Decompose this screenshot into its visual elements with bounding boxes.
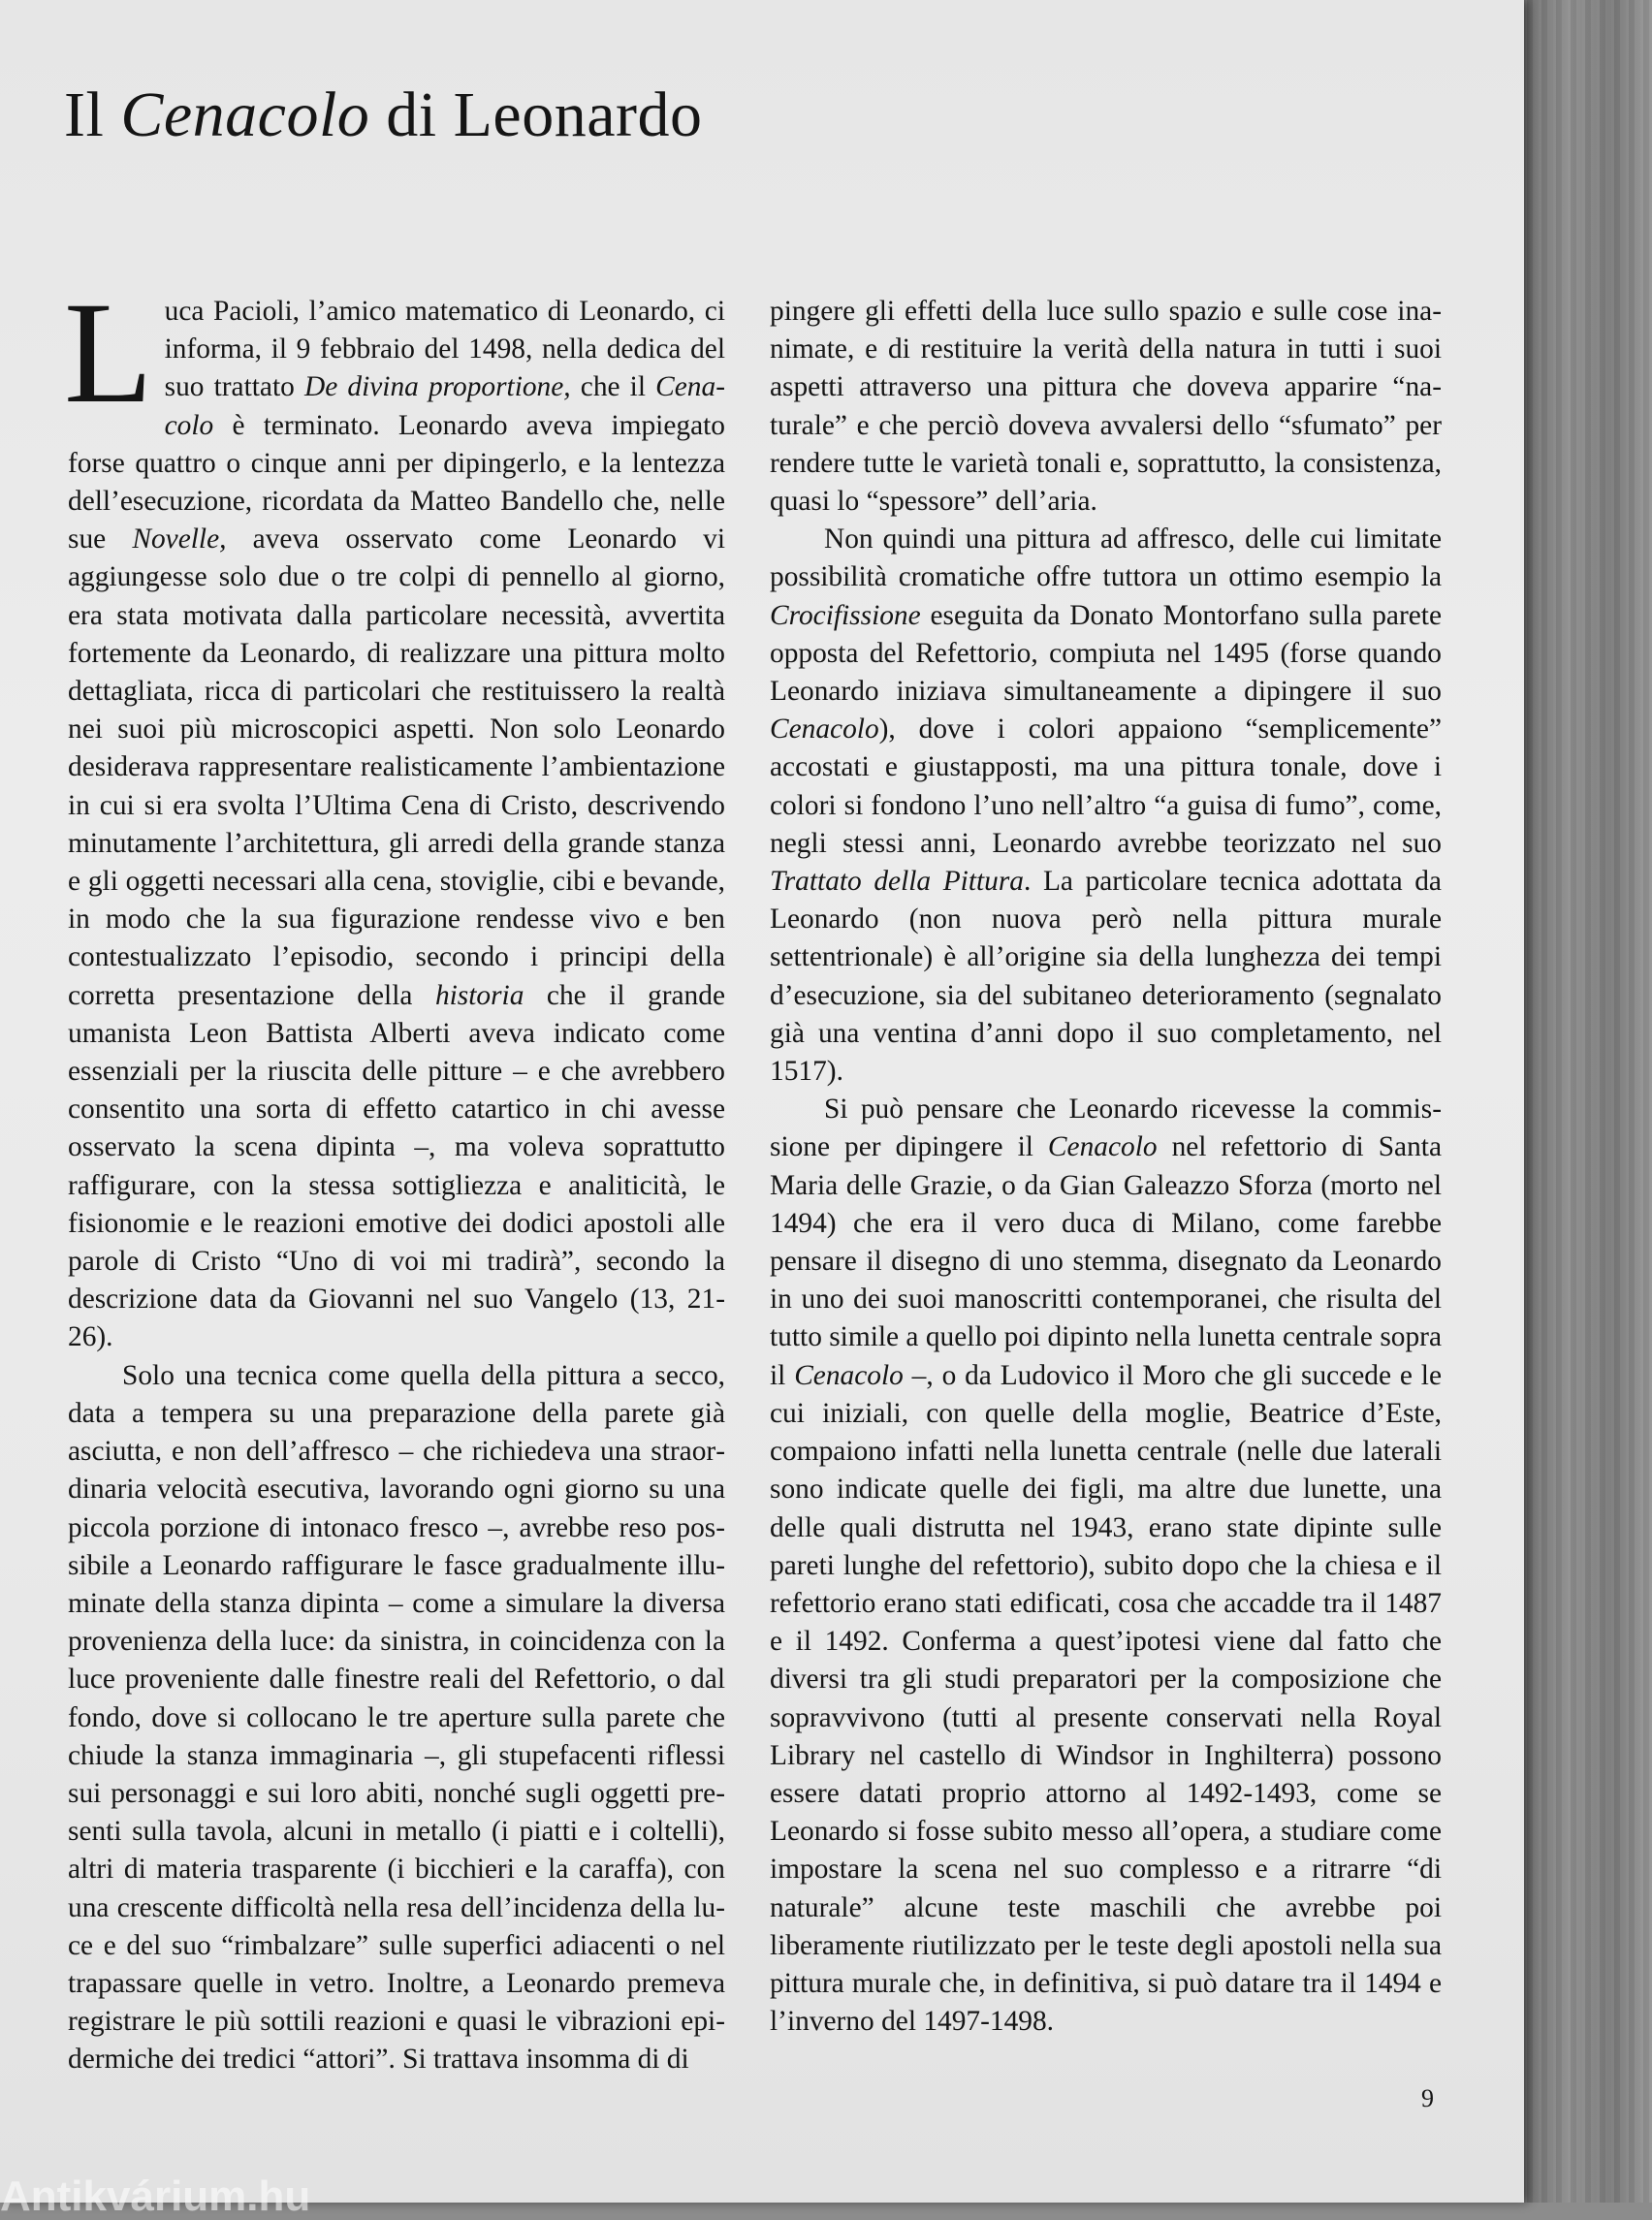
text-run: eseguita da Donato Montorfano sulla parete opposta del Refettorio, compiuta nel 1495 (forse quando Leonardo iniziava simultaneamente a dipingere il suo — [770, 599, 1442, 708]
italic-title: Crocifissione — [770, 599, 921, 631]
drop-cap: L — [64, 272, 153, 433]
watermark: Antikvárium.hu — [0, 2172, 311, 2220]
italic-title: Cenacolo — [770, 714, 879, 745]
paragraph-1 — [64, 272, 725, 1357]
italic-title: Cenacolo — [794, 1359, 904, 1391]
paragraph-3: pingere gli effetti della luce sullo spazio e sulle cose inanimate, e di restituire la verità della natura in tutti i suoi aspetti attraverso una pittura che doveva apparire “naturale” e che perciò doveva avvalersi dello “sfumato” per rendere tutte le varietà tonali e, soprattutto, la consistenza, quasi lo “spessore” dell’aria. — [770, 296, 1442, 518]
text-run: uca Pacioli, l’amico matematico di Leonardo, ci informa, il 9 febbraio del 1498, nella dedica del suo trattato — [164, 296, 725, 403]
left-column — [64, 272, 725, 2079]
italic-title: historia — [434, 979, 524, 1011]
title-prefix: Il — [64, 79, 121, 150]
title-italic: Cenacolo — [120, 79, 370, 150]
right-column — [770, 293, 1442, 2041]
page-number: 9 — [1421, 2084, 1434, 2112]
text-run: aveva osservato come Leonardo vi aggiungesse solo due o tre colpi di pennello al giorno, era stata motivata dalla particolare necessità, avvertita fortemente da Leonardo, di realizzare una pittura molto dettagliata, ricca di particolari che restituissero la realtà nei suoi più microscopici aspetti. Non solo Leonardo desiderava rappresentare realisticamente l’ambientazione in cui si era svolta l’Ultima Cena di Cristo, descrivendo minutamente l’architettura, gli arredi della grande stanza e gli oggetti necessari alla cena, stoviglie, cibi e bevande, in modo che la sua figurazione rendesse vivo e ben contestualizzato l’episodio, secondo i principi della corretta presentazione della — [68, 523, 725, 1011]
text-run: –, o da Ludovico il Moro che gli succede e le cui iniziali, con quelle della moglie, Beatrice d’Este, compaiono infatti nella lunetta centrale (nelle due laterali sono indicate quelle dei figli, ma altre due lunette, una delle quali distrutta nel 1943, erano state dipinte sulle pareti lunghe del refettorio), subito dopo che la chiesa e il refettorio erano stati edificati, cosa che accadde tra il 1487 e il 1492. Conferma a quest’ipotesi viene dal fatto che diversi tra gli studi preparatori per la composizione che sopravvivono (tutti al presente conservati nella Royal Library nel castello di Windsor in Inghilterra) possono essere datati proprio attorno al 1492-1493, come se Leonardo si fosse subito messo all’opera, a studiare come impostare la scena nel suo complesso e a ritrarre “di naturale” alcune teste maschili che avrebbe poi liberamente riutilizzato per le teste degli apostoli nella sua pittura murale che, in definitiva, si può datare tra il 1494 e l’inverno del 1497-1498. — [770, 1359, 1442, 2038]
paragraph-2: Solo una tecnica come quella della pittura a secco, data a tempera su una preparazione della parete già asciutta, e non dell’affresco – che richiedeva una straordinaria velocità esecutiva, lavorando ogni giorno su una piccola porzione di intonaco fresco –, avrebbe reso possibile a Leonardo raffigurare le fasce gradualmente illuminate della stanza dipinta – come a simulare la diversa provenienza della luce: da sinistra, in coincidenza con la luce proveniente dalle finestre reali del Refettorio, o dal fondo, dove si collocano le tre aperture sulla parete che chiude la stanza immaginaria –, gli stupefacenti riflessi sui personaggi e sui loro abiti, nonché sugli oggetti presenti sulla tavola, alcuni in metallo (i piatti e i coltelli), altri di materia trasparente (i bicchieri e la caraffa), con una crescente difficoltà nella resa dell’incidenza della luce e del suo “rimbalzare” sulle superfici adiacenti o nel trapassare quelle in vetro. Inoltre, a Leonardo premeva registrare le più sottili reazioni e quasi le vibrazioni epidermiche dei tredici “attori”. Si trattava insomma di di — [68, 1359, 725, 2076]
text-run: è terminato. Leonardo aveva impiegato forse quattro o cinque anni per dipingerlo, e la lentezza dell’esecuzione, ricordata da Matteo Bandello che, nelle sue — [68, 409, 725, 555]
text-run: Non quindi una pittura ad affresco, delle cui limitate possibilità cromatiche offre tuttora un ottimo esempio la — [770, 523, 1442, 593]
italic-title: Trattato della Pittura — [770, 866, 1024, 898]
text-run: Si può pensare che Leonardo ricevesse la commissione per dipingere il — [770, 1094, 1442, 1163]
title-suffix: di Leonardo — [369, 79, 703, 150]
italic-title: Cenacolo — [164, 371, 725, 441]
text-run: che il grande umanista Leon Battista Alberti aveva indicato come essenziali per la riuscita delle pitture – e che avrebbero consentito una sorta di effetto catartico in chi avesse osservato la scena dipinta –, ma voleva soprattutto raffigurare, con la stessa sottigliezza e analiticità, le fisionomie e le reazioni emotive dei dodici apostoli alle parole di Cristo “Uno di voi mi tradirà”, secondo la descrizione data da Giovanni nel suo Vangelo (13, 21-26). — [68, 979, 725, 1353]
text-run: . La particolare tecnica adottata da Leonardo (non nuova però nella pittura murale settentrionale) è all’origine sia della lunghezza dei tempi d’esecuzione, sia del subitaneo deterioramento (segnalato già una ventina d’anni dopo il suo completamento, nel 1517). — [770, 866, 1442, 1088]
paragraph-4 — [770, 521, 1442, 1091]
italic-title: Cenacolo — [1047, 1131, 1158, 1163]
paragraph-5 — [770, 1091, 1442, 2041]
text-run: ), dove i colori appaiono “semplicemente” accostati e giustapposti, ma una pittura tonale, dove i colori si fondono l’uno nell’altro “a guisa di fumo”, come, negli stessi anni, Leonardo avrebbe teorizzato nel suo — [770, 714, 1442, 859]
background-surface — [1524, 0, 1652, 2203]
text-run: che il — [570, 371, 656, 403]
italic-title: De divina proportione, — [303, 371, 571, 403]
text-run: nel refettorio di Santa Maria delle Grazie, o da Gian Galeazzo Sforza (morto nel 1494) che era il vero duca di Milano, come farebbe pensare il disegno di uno stemma, disegnato da Leonardo in uno dei suoi manoscritti contemporanei, che risulta del tutto simile a quello poi dipinto nella lunetta centrale sopra il — [770, 1131, 1442, 1391]
page-title — [64, 74, 703, 157]
italic-title: Novelle, — [132, 523, 227, 555]
